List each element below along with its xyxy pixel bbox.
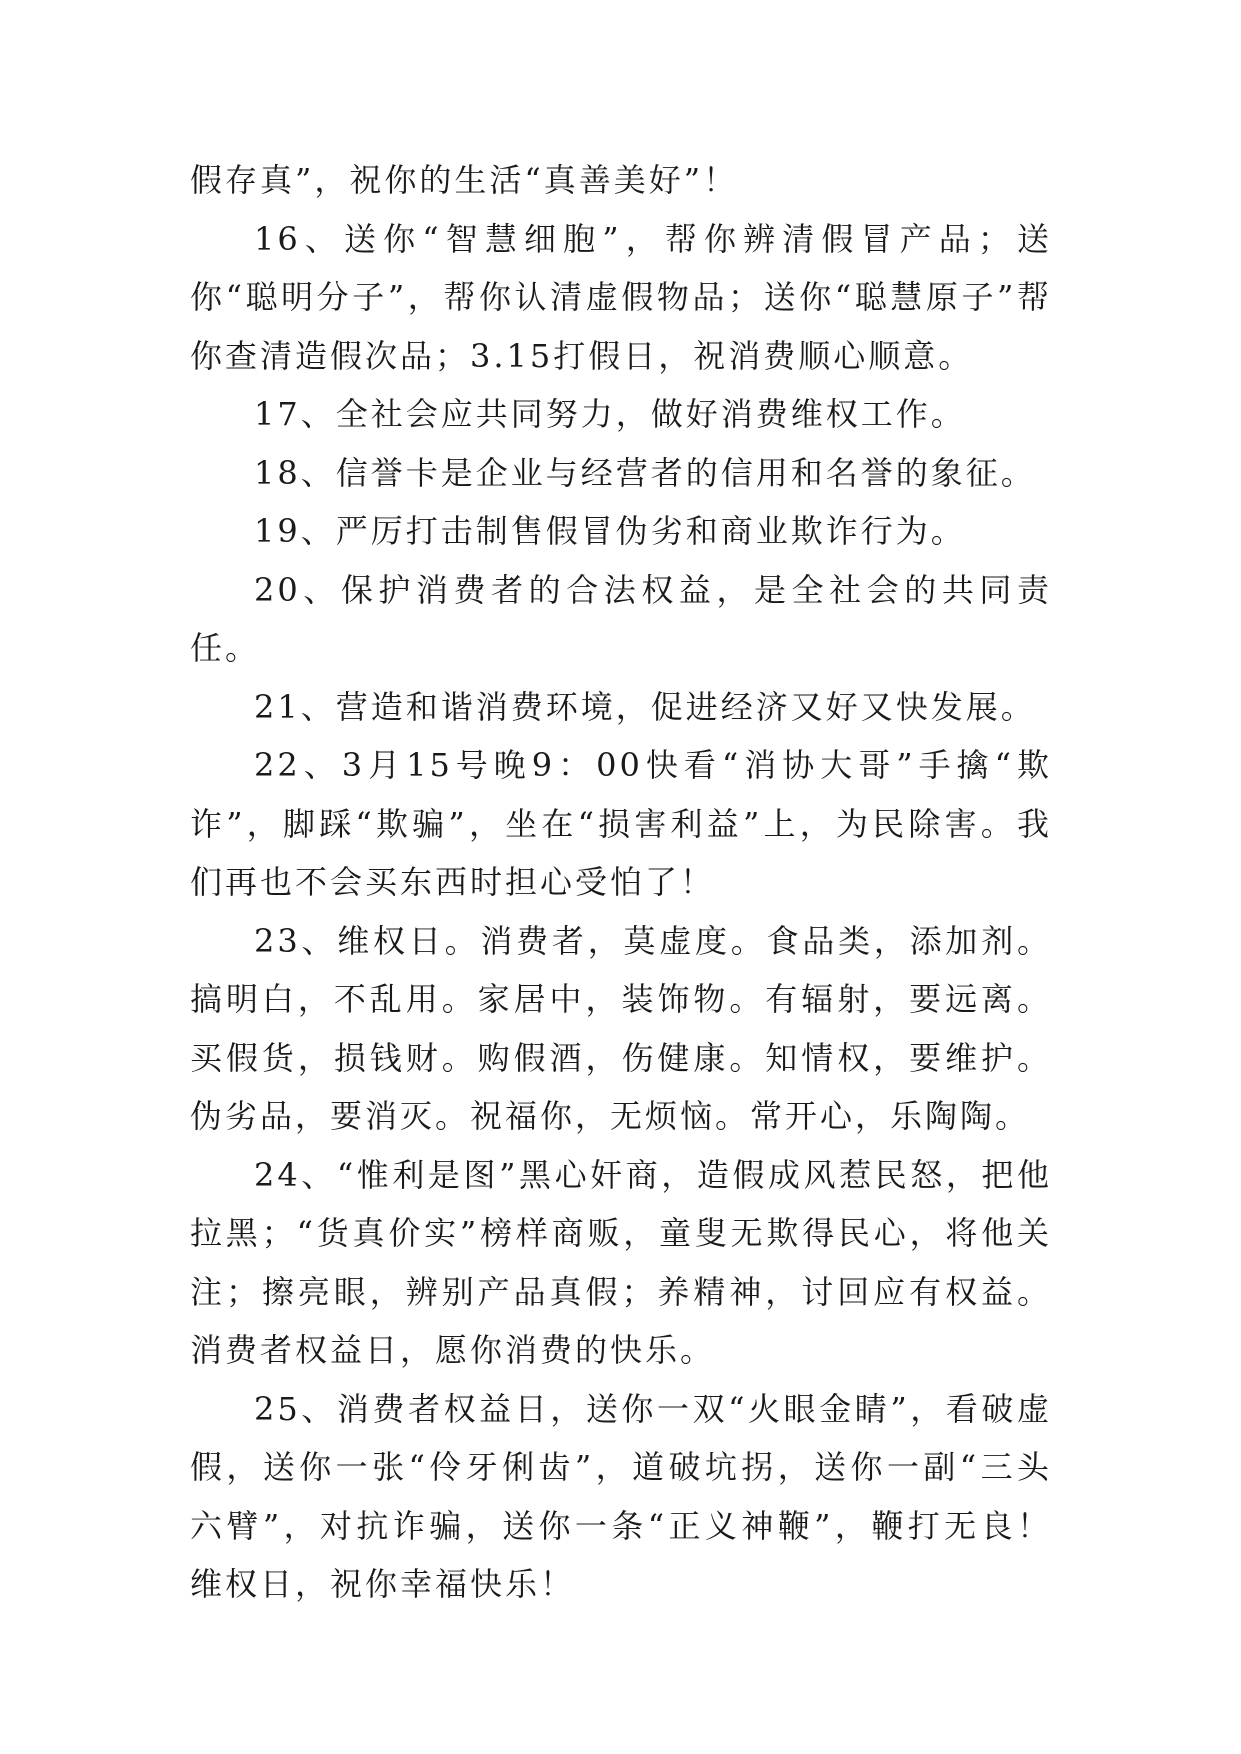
paragraph-20: 20、保护消费者的合法权益，是全社会的共同责任。 <box>190 570 1052 667</box>
document-body <box>190 151 1052 1614</box>
paragraph-25: 25、消费者权益日，送你一双“火眼金睛”，看破虚假，送你一张“伶牙俐齿”，道破坑拐，送你一副“三头六臂”，对抗诈骗，送你一条“正义神鞭”，鞭打无良！维权日，祝你幸福快乐！ <box>190 1389 1052 1603</box>
paragraph-16: 16、送你“智慧细胞”，帮你辨清假冒产品；送你“聪明分子”，帮你认清虚假物品；送你“聪慧原子”帮你查清造假次品；3.15打假日，祝消费顺心顺意。 <box>190 219 1052 375</box>
paragraph-17: 17、全社会应共同努力，做好消费维权工作。 <box>254 395 966 433</box>
paragraph-continuation: 假存真”，祝你的生活“真善美好”！ <box>190 161 739 199</box>
paragraph-22: 22、3月15号晚9：00快看“消协大哥”手擒“欺诈”，脚踩“欺骗”，坐在“损害利益”上，为民除害。我们再也不会买东西时担心受怕了！ <box>190 746 1052 901</box>
paragraph-19: 19、严厉打击制售假冒伪劣和商业欺诈行为。 <box>254 512 966 550</box>
paragraph-23: 23、维权日。消费者，莫虚度。食品类，添加剂。搞明白，不乱用。家居中，装饰物。有辐射，要远离。买假货，损钱财。购假酒，伤健康。知情权，要维护。伪劣品，要消灭。祝福你，无烦恼。常开心，乐陶陶。 <box>190 921 1052 1135</box>
paragraph-18: 18、信誉卡是企业与经营者的信用和名誉的象征。 <box>254 453 1036 492</box>
paragraph-21: 21、营造和谐消费环境，促进经济又好又快发展。 <box>254 687 1036 726</box>
paragraph-24: 24、“惟利是图”黑心奸商，造假成风惹民怒，把他拉黑；“货真价实”榜样商贩，童叟无欺得民心，将他关注；擦亮眼，辨别产品真假；养精神，讨回应有权益。消费者权益日，愿你消费的快乐。 <box>190 1155 1052 1369</box>
